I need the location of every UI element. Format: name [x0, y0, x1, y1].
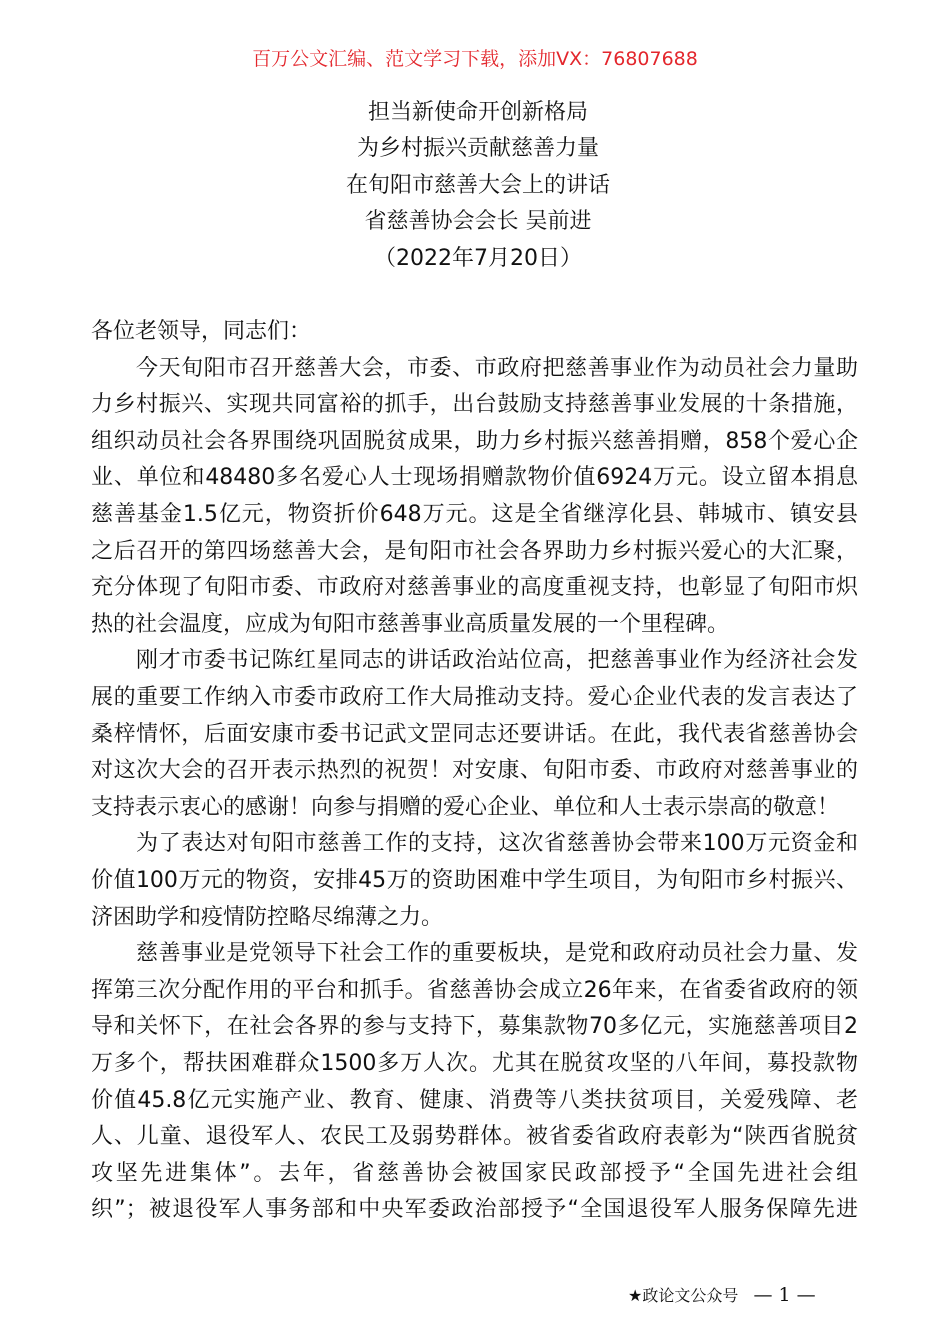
text-line: 慈善基金1.5亿元，物资折价648万元。这是全省继淳化县、韩城市、镇安县 — [91, 502, 858, 527]
text-line: 之后召开的第四场慈善大会，是旬阳市社会各界助力乡村振兴爱心的大汇聚， — [91, 539, 858, 564]
title-line: （2022年7月20日） — [374, 246, 582, 271]
text-line: 织”；被退役军人事务部和中央军委政治部授予“全国退役军人服务保障先进 — [91, 1197, 858, 1222]
footer-source: ★政论文公众号 — [628, 1286, 739, 1305]
text-line: 万多个，帮扶困难群众1500多万人次。尤其在脱贫攻坚的八年间，募投款物 — [91, 1051, 858, 1076]
text-line: 今天旬阳市召开慈善大会，市委、市政府把慈善事业作为动员社会力量助 — [136, 356, 858, 381]
watermark-header: 百万公文汇编、范文学习下载，添加VX：76807688 — [252, 48, 698, 70]
text-line: 桑梓情怀，后面安康市委书记武文罡同志还要讲话。在此，我代表省慈善协会 — [91, 722, 858, 747]
text-line: 热的社会温度，应成为旬阳市慈善事业高质量发展的一个里程碑。 — [91, 612, 730, 637]
text-line: 对这次大会的召开表示热烈的祝贺！对安康、旬阳市委、市政府对慈善事业的 — [91, 758, 858, 783]
text-line: 展的重要工作纳入市委市政府工作大局推动支持。爱心企业代表的发言表达了 — [91, 685, 858, 710]
text-line: 济困助学和疫情防控略尽绵薄之力。 — [91, 905, 444, 930]
text-line: 人、儿童、退役军人、农民工及弱势群体。被省委省政府表彰为“陕西省脱贫 — [91, 1124, 858, 1149]
title-line: 省慈善协会会长 吴前进 — [364, 209, 592, 234]
text-line: 刚才市委书记陈红星同志的讲话政治站位高，把慈善事业作为经济社会发 — [136, 648, 858, 673]
text-line: 各位老领导，同志们： — [91, 319, 312, 344]
page-number: — 1 — — [753, 1284, 816, 1306]
text-line: 价值100万元的物资，安排45万的资助困难中学生项目，为旬阳市乡村振兴、 — [91, 868, 858, 893]
page-footer — [628, 1284, 816, 1307]
text-line: 力乡村振兴、实现共同富裕的抓手，出台鼓励支持慈善事业发展的十条措施， — [91, 392, 858, 417]
text-line: 慈善事业是党领导下社会工作的重要板块，是党和政府动员社会力量、发 — [136, 941, 858, 966]
text-line: 为了表达对旬阳市慈善工作的支持，这次省慈善协会带来100万元资金和 — [136, 831, 858, 856]
title-line: 担当新使命开创新格局 — [367, 100, 588, 125]
text-line: 挥第三次分配作用的平台和抓手。省慈善协会成立26年来，在省委省政府的领 — [91, 978, 858, 1003]
title-line: 为乡村振兴贡献慈善力量 — [356, 136, 599, 161]
text-line: 支持表示衷心的感谢！向参与捐赠的爱心企业、单位和人士表示崇高的敬意！ — [91, 795, 840, 820]
text-line: 业、单位和48480多名爱心人士现场捐赠款物价值6924万元。设立留本捐息 — [91, 465, 858, 490]
text-line: 导和关怀下，在社会各界的参与支持下，募集款物70多亿元，实施慈善项目2 — [91, 1014, 858, 1039]
text-line: 攻坚先进集体”。去年，省慈善协会被国家民政部授予“全国先进社会组 — [91, 1161, 858, 1186]
text-line: 充分体现了旬阳市委、市政府对慈善事业的高度重视支持，也彰显了旬阳市炽 — [91, 575, 858, 600]
text-line: 组织动员社会各界围绕巩固脱贫成果，助力乡村振兴慈善捐赠，858个爱心企 — [91, 429, 858, 454]
text-line: 价值45.8亿元实施产业、教育、健康、消费等八类扶贫项目，关爱残障、老 — [91, 1088, 858, 1113]
title-line: 在旬阳市慈善大会上的讲话 — [345, 173, 610, 198]
